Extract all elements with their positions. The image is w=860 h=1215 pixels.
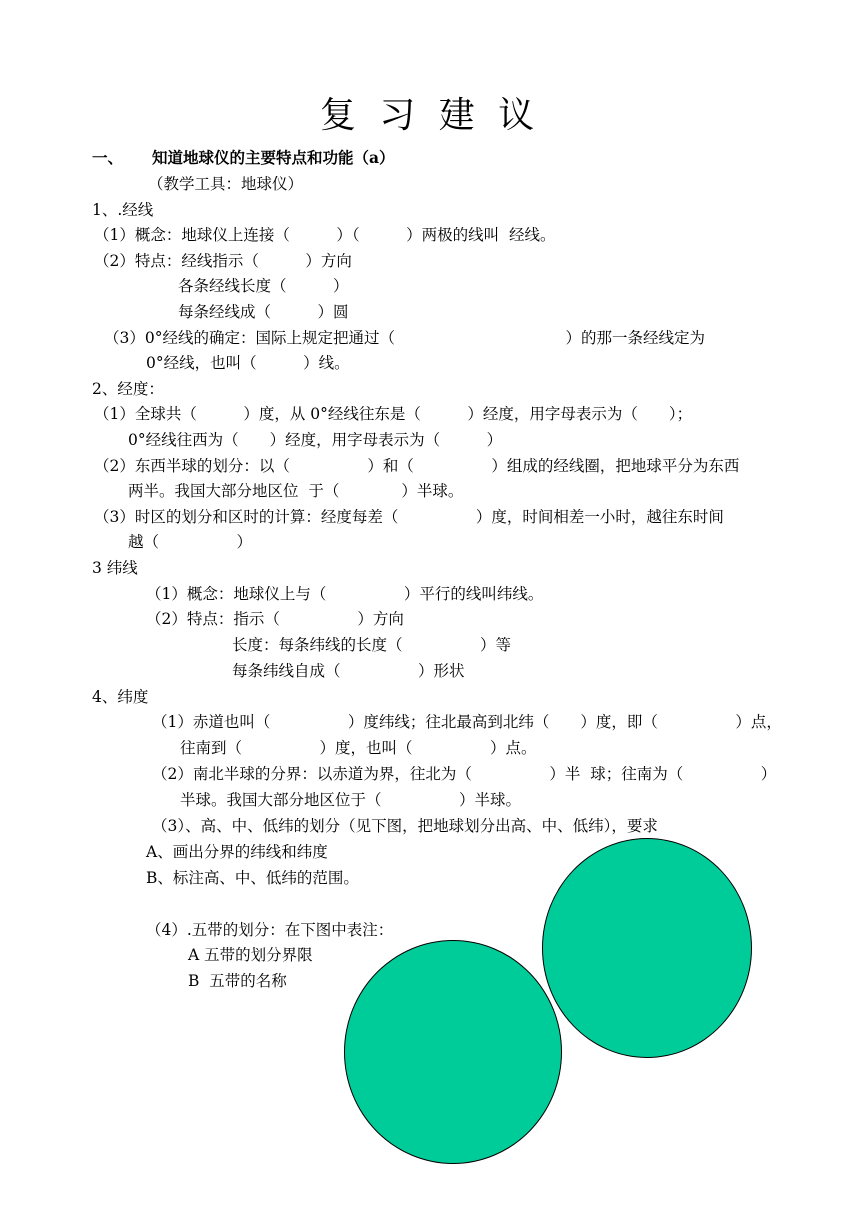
jingdu-heading: 2、经度： (92, 380, 164, 398)
jingxian-concept: （1）概念：地球仪上连接（ ）（ ）两极的线叫 经线。 (94, 226, 556, 244)
jingxian-length: 各条经线长度（ ） (178, 277, 349, 295)
weixian-length: 长度：每条纬线的长度（ ）等 (232, 636, 512, 654)
weixian-features: （2）特点：指示（ ）方向 (146, 610, 404, 628)
weidu-item1-line2: 往南到（ ）度，也叫（ ）点。 (180, 739, 537, 757)
jingdu-item2-line1: （2）东西半球的划分：以（ ）和（ ）组成的经线圈，把地球平分为东西 (94, 457, 740, 475)
globe-circle-five-belts (344, 940, 562, 1164)
weixian-concept: （1）概念：地球仪上与（ ）平行的线叫纬线。 (146, 585, 544, 603)
weixian-shape: 每条纬线自成（ ）形状 (232, 662, 465, 680)
globe-circle-latitude-zones (542, 838, 752, 1058)
jingxian-zero-line-1: （3）0°经线的确定：国际上规定把通过（ ）的那一条经线定为 (104, 329, 705, 347)
weidu-item4-a: A 五带的划分界限 (188, 946, 313, 964)
jingdu-item1-line2: 0°经线往西为（ ）经度，用字母表示为（ ） (128, 431, 503, 449)
jingdu-item3-line2: 越（ ） (128, 533, 253, 551)
jingxian-features: （2）特点：经线指示（ ）方向 (94, 252, 352, 270)
jingxian-circle: 每条经线成（ ）圆 (178, 303, 349, 321)
weidu-item4: （4）.五带的划分：在下图中表注： (146, 921, 394, 939)
weidu-item2-line1: （2）南北半球的分界：以赤道为界，往北为（ ）半 球；往南为（ ） (152, 765, 777, 783)
jingxian-zero-line-2: 0°经线，也叫（ ）线。 (146, 354, 350, 372)
teaching-tool-note: （教学工具：地球仪） (148, 175, 304, 193)
page-title: 复 习 建 议 (319, 95, 541, 136)
weidu-item2-line2: 半球。我国大部分地区位于（ ）半球。 (180, 791, 522, 809)
jingdu-item1-line1: （1）全球共（ ）度，从 0°经线往东是（ ）经度，用字母表示为（ ）； (94, 405, 693, 423)
section-number: 一、 (92, 148, 124, 167)
weidu-item1-line1: （1）赤道也叫（ ）度纬线；往北最高到北纬（ ）度，即（ ）点， (152, 713, 782, 731)
section-heading: 知道地球仪的主要特点和功能（a） (152, 148, 395, 167)
weidu-item3-b: B、标注高、中、低纬的范围。 (146, 869, 359, 887)
weidu-item3-a: A、画出分界的纬线和纬度 (146, 843, 328, 861)
jingdu-item2-line2: 两半。我国大部分地区位 于（ ）半球。 (128, 482, 464, 500)
weidu-heading: 4、纬度 (92, 688, 149, 706)
weidu-item4-b: B 五带的名称 (188, 972, 287, 990)
jingxian-heading: 1、.经线 (92, 201, 154, 219)
weidu-item3: （3）、高、中、低纬的划分（见下图，把地球划分出高、中、低纬），要求 (152, 817, 658, 835)
jingdu-item3-line1: （3）时区的划分和区时的计算：经度每差（ ）度，时间相差一小时，越往东时间 (94, 508, 724, 526)
weixian-heading: 3 纬线 (92, 559, 138, 577)
